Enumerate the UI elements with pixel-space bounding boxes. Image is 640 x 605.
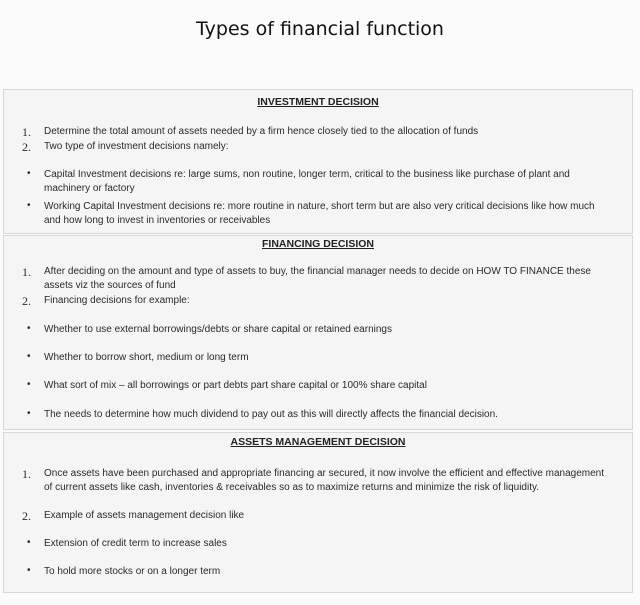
section-heading: ASSETS MANAGEMENT DECISION (230, 436, 406, 448)
item-text: What sort of mix – all borrowings or part debts part share capital or 100% share capital (44, 380, 427, 391)
item-text: After deciding on the amount and type of assets to buy, the financial manager needs to decide on HOW TO FINANCE these assets viz the sources of fund (44, 266, 591, 291)
item-text: Extension of credit term to increase sales (44, 538, 227, 549)
bullet-item (27, 168, 614, 196)
bullet-icon: • (27, 351, 31, 362)
item-text: Two type of investment decisions namely: (44, 141, 229, 152)
numbered-item (22, 140, 614, 154)
item-text: Capital Investment decisions re: large sums, non routine, longer term, critical to the business like purchase of plant and machinery or factory (44, 169, 570, 194)
number-marker: 1. (22, 265, 31, 279)
investment-decision-section (3, 89, 633, 234)
number-marker: 2. (22, 509, 31, 523)
item-text: Once assets have been purchased and appropriate financing ar secured, it now involve the efficient and effective management of current assets like cash, inventories & receivables so as to maximize returns and minimize the risk of liquidity. (44, 468, 604, 493)
bullet-icon: • (27, 379, 31, 390)
bullet-item (27, 323, 614, 337)
item-text: To hold more stocks or on a longer term (44, 566, 221, 577)
item-text: Working Capital Investment decisions re: more routine in nature, short term but are also very critical decisions like how much and how long to invest in inventories or receivables (44, 201, 595, 226)
item-text: Whether to use external borrowings/debts or share capital or retained earnings (44, 324, 392, 335)
bullet-icon: • (27, 323, 31, 334)
section-heading: INVESTMENT DECISION (257, 96, 379, 108)
item-text: Financing decisions for example: (44, 295, 190, 306)
numbered-item (22, 294, 614, 308)
item-text: Example of assets management decision like (44, 510, 245, 521)
page-title: Types of financial function (196, 18, 444, 40)
section-heading: FINANCING DECISION (261, 238, 374, 250)
numbered-item (22, 467, 614, 495)
numbered-item (22, 509, 614, 523)
bullet-item (27, 565, 614, 579)
item-text: Whether to borrow short, medium or long term (44, 352, 249, 363)
bullet-item (27, 351, 614, 365)
bullet-item (27, 537, 614, 551)
bullet-icon: • (27, 408, 31, 419)
assets-management-decision-section (3, 432, 633, 593)
bullet-item (27, 408, 614, 422)
bullet-icon: • (27, 565, 31, 576)
bullet-icon: • (27, 200, 31, 211)
bullet-item (27, 379, 614, 393)
bullet-icon: • (27, 168, 31, 179)
number-marker: 2. (22, 294, 31, 308)
number-marker: 2. (22, 140, 31, 154)
number-marker: 1. (22, 467, 31, 481)
numbered-item (22, 265, 614, 293)
bullet-icon: • (27, 537, 31, 548)
bullet-item (27, 200, 614, 228)
item-text: The needs to determine how much dividend to pay out as this will directly affects the financial decision. (44, 409, 498, 420)
financing-decision-section (3, 235, 633, 430)
number-marker: 1. (22, 125, 31, 139)
item-text: Determine the total amount of assets needed by a firm hence closely tied to the allocation of funds (44, 126, 479, 137)
numbered-item (22, 125, 614, 139)
